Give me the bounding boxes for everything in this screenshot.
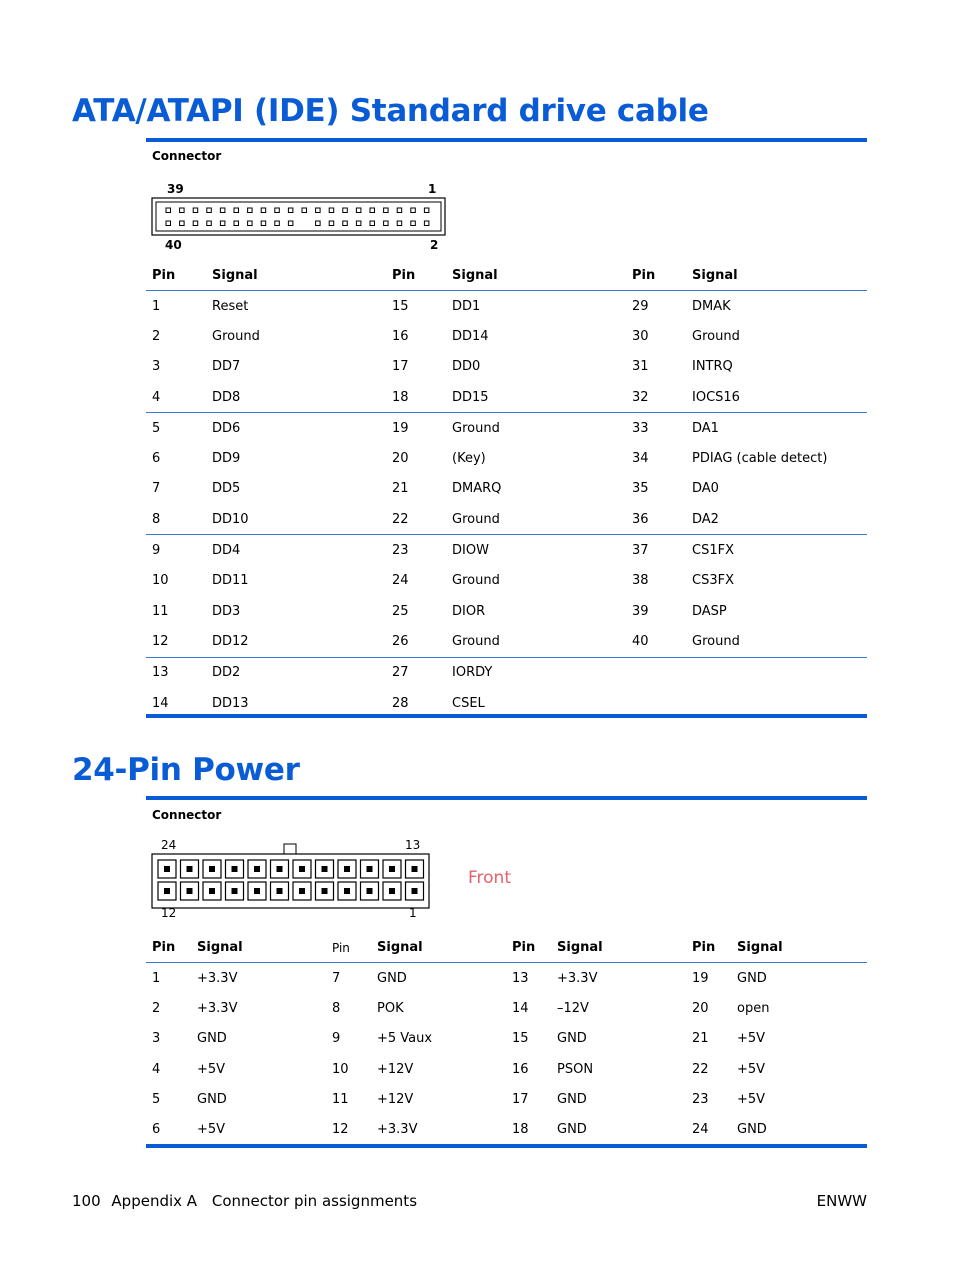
ide-pin bbox=[193, 221, 198, 226]
power-table-row bbox=[146, 1024, 867, 1054]
ide-pin bbox=[424, 208, 429, 213]
ide-pin-cell: 24 bbox=[392, 573, 409, 589]
power-pin bbox=[322, 888, 328, 894]
ide-pin-cell: 13 bbox=[146, 657, 206, 688]
ide-signal-cell: DD9 bbox=[212, 451, 241, 467]
ide-signal-cell: DD2 bbox=[206, 657, 386, 688]
ide-signal-cell: DD3 bbox=[212, 603, 241, 619]
power-pin bbox=[254, 888, 260, 894]
ide-pin-cell: 39 bbox=[632, 603, 649, 619]
ide-signal-cell: IORDY bbox=[446, 657, 626, 688]
ide-pin-cell: 20 bbox=[392, 451, 409, 467]
page-number: 100 bbox=[72, 1192, 101, 1210]
ide-pin bbox=[166, 221, 171, 226]
ide-pin-label-1: 1 bbox=[428, 182, 437, 196]
ide-signal-cell: DD15 bbox=[452, 389, 489, 405]
power-pin bbox=[277, 866, 283, 872]
ide-pin bbox=[275, 221, 280, 226]
power-signal-cell: GND bbox=[377, 970, 407, 986]
power-pin-cell: 24 bbox=[692, 1122, 709, 1138]
power-header-signal-3: Signal bbox=[557, 940, 603, 955]
power-pin bbox=[299, 866, 305, 872]
power-title-rule bbox=[146, 796, 867, 800]
ide-pin bbox=[316, 208, 321, 213]
front-label: Front bbox=[468, 868, 511, 888]
ide-signal-cell: CS1FX bbox=[686, 535, 867, 566]
power-table-row bbox=[146, 1084, 867, 1114]
ide-pin-cell: 16 bbox=[392, 328, 409, 344]
ide-pin-label-40: 40 bbox=[165, 238, 182, 252]
ide-pin-cell: 18 bbox=[392, 389, 409, 405]
ide-signal-cell: IOCS16 bbox=[692, 389, 740, 405]
power-table-row bbox=[146, 963, 867, 994]
ide-signal-cell: DD14 bbox=[452, 328, 489, 344]
ide-pin-cell: 36 bbox=[632, 511, 649, 527]
ide-pin-cell: 29 bbox=[632, 298, 649, 314]
power-pin-cell: 1 bbox=[152, 970, 161, 986]
ide-pin-cell: 5 bbox=[146, 413, 206, 444]
power-signal-cell: +3.3V bbox=[377, 1122, 418, 1138]
power-header-pin-2: Pin bbox=[332, 940, 350, 955]
power-header-pin-4: Pin bbox=[692, 940, 716, 955]
ide-pin-cell: 35 bbox=[632, 481, 649, 497]
ide-table-row bbox=[146, 535, 867, 566]
ide-header-pin-3: Pin bbox=[632, 268, 656, 283]
ide-pin-cell: 2 bbox=[152, 328, 161, 344]
ide-pin-cell: 30 bbox=[632, 328, 649, 344]
power-signal-cell: +5V bbox=[737, 1091, 766, 1107]
power-signal-cell: GND bbox=[557, 1031, 587, 1047]
ide-signal-cell: DIOW bbox=[446, 535, 626, 566]
ide-pin-cell: 14 bbox=[152, 695, 169, 711]
ide-table-row bbox=[146, 504, 867, 535]
power-pin-cell: 19 bbox=[692, 970, 709, 986]
power-header-pin-1: Pin bbox=[152, 940, 176, 955]
ide-pin-cell: 3 bbox=[152, 359, 161, 375]
ide-table-row bbox=[146, 413, 867, 444]
ide-pin-cell: 6 bbox=[152, 451, 161, 467]
power-pin-cell: 10 bbox=[332, 1061, 349, 1077]
power-header-signal-2: Signal bbox=[377, 940, 423, 955]
ide-pin bbox=[329, 221, 334, 226]
power-pin bbox=[232, 888, 238, 894]
ide-pin bbox=[343, 208, 348, 213]
power-pin-cell: 20 bbox=[692, 1000, 709, 1016]
ide-table-row bbox=[146, 443, 867, 473]
ide-table-row bbox=[146, 566, 867, 596]
ide-signal-cell: DD4 bbox=[206, 535, 386, 566]
ide-table-row bbox=[146, 596, 867, 626]
ide-title-rule bbox=[146, 138, 867, 142]
power-pin bbox=[164, 888, 170, 894]
ide-connector-label: Connector bbox=[152, 149, 222, 163]
power-table-body bbox=[146, 963, 867, 1145]
power-pin-cell: 3 bbox=[152, 1031, 161, 1047]
ide-signal-cell: DD13 bbox=[212, 695, 249, 711]
power-pin bbox=[232, 866, 238, 872]
power-header-signal-1: Signal bbox=[197, 940, 243, 955]
ide-signal-cell: DD6 bbox=[206, 413, 386, 444]
power-pin bbox=[344, 866, 350, 872]
power-pin-table bbox=[146, 933, 867, 1145]
power-signal-cell: GND bbox=[737, 970, 767, 986]
ide-pin bbox=[384, 208, 389, 213]
ide-pin bbox=[234, 208, 239, 213]
ide-header-signal-1: Signal bbox=[212, 268, 258, 283]
power-signal-cell: open bbox=[737, 1000, 770, 1016]
power-pin bbox=[412, 888, 418, 894]
ide-signal-cell: (Key) bbox=[452, 451, 486, 467]
power-pin-label-13: 13 bbox=[405, 838, 421, 852]
ide-table-header-row bbox=[146, 261, 867, 291]
power-signal-cell: GND bbox=[197, 1031, 227, 1047]
power-signal-cell: GND bbox=[197, 1091, 227, 1107]
ide-signal-cell: DIOR bbox=[452, 603, 486, 619]
footer-right: ENWW bbox=[816, 1192, 867, 1210]
ide-pin-cell: 17 bbox=[392, 359, 409, 375]
ide-pin-cell: 37 bbox=[626, 535, 686, 566]
ide-pin bbox=[261, 208, 266, 213]
ide-pin bbox=[356, 221, 361, 226]
power-signal-cell: +5V bbox=[737, 1031, 766, 1047]
ide-signal-cell: DD5 bbox=[212, 481, 241, 497]
power-connector-label: Connector bbox=[152, 808, 222, 822]
ide-pin bbox=[220, 221, 225, 226]
ide-pin bbox=[261, 221, 266, 226]
ide-signal-cell: Reset bbox=[212, 298, 249, 314]
power-header-pin-3: Pin bbox=[512, 940, 536, 955]
power-pin-cell: 15 bbox=[512, 1031, 529, 1047]
power-pin-cell: 11 bbox=[332, 1091, 349, 1107]
ide-signal-cell: CS3FX bbox=[692, 573, 734, 589]
footer-chapter-title: Connector pin assignments bbox=[211, 1192, 418, 1210]
ide-pin bbox=[356, 208, 361, 213]
power-pin-cell: 12 bbox=[332, 1122, 349, 1138]
power-pin-cell: 18 bbox=[512, 1122, 529, 1138]
ide-signal-cell: DD11 bbox=[212, 573, 249, 589]
power-pin bbox=[164, 866, 170, 872]
ide-signal-cell: DD1 bbox=[452, 298, 481, 314]
ide-pin bbox=[316, 221, 321, 226]
ide-pin bbox=[384, 221, 389, 226]
footer-left bbox=[72, 1192, 417, 1210]
power-pin bbox=[299, 888, 305, 894]
power-pin-cell: 23 bbox=[692, 1091, 709, 1107]
ide-signal-cell: Ground bbox=[452, 573, 500, 589]
ide-table-row bbox=[146, 352, 867, 382]
power-table-row bbox=[146, 1054, 867, 1084]
ide-signal-cell: PDIAG (cable detect) bbox=[692, 451, 828, 467]
ide-pin-cell: 26 bbox=[392, 633, 409, 649]
ide-pin-cell: 34 bbox=[632, 451, 649, 467]
ide-pin bbox=[180, 208, 185, 213]
power-table-bottom-rule bbox=[146, 1144, 867, 1148]
power-pin bbox=[389, 888, 395, 894]
ide-pin bbox=[411, 221, 416, 226]
power-signal-cell: +5V bbox=[197, 1061, 226, 1077]
ide-signal-cell: Ground bbox=[692, 633, 740, 649]
ide-pin bbox=[207, 208, 212, 213]
power-pin bbox=[254, 866, 260, 872]
ide-signal-cell: DA0 bbox=[692, 481, 719, 497]
ide-table-row bbox=[146, 626, 867, 657]
ide-pin bbox=[343, 221, 348, 226]
ide-signal-cell: DD10 bbox=[212, 511, 249, 527]
power-signal-cell: +3.3V bbox=[197, 1000, 238, 1016]
ide-pin bbox=[248, 208, 253, 213]
ide-pin-label-39: 39 bbox=[167, 182, 184, 196]
ide-pin-cell: 15 bbox=[392, 298, 409, 314]
ide-pin bbox=[397, 221, 402, 226]
ide-pin bbox=[220, 208, 225, 213]
power-pin bbox=[187, 866, 193, 872]
power-pin-grid bbox=[158, 860, 424, 900]
power-signal-cell: PSON bbox=[557, 1061, 594, 1077]
ide-signal-cell: Ground bbox=[452, 511, 500, 527]
power-section-title: 24-Pin Power bbox=[72, 752, 300, 788]
power-pin-cell: 21 bbox=[692, 1031, 709, 1047]
ide-pin-cell bbox=[626, 657, 686, 688]
ide-pin bbox=[424, 221, 429, 226]
ide-pin-cell: 7 bbox=[152, 481, 161, 497]
power-signal-cell: +5V bbox=[737, 1061, 766, 1077]
ide-pin-cell: 23 bbox=[386, 535, 446, 566]
power-pin-cell: 16 bbox=[512, 1061, 529, 1077]
ide-pin-cell: 21 bbox=[392, 481, 409, 497]
power-pin-cell: 14 bbox=[512, 1000, 529, 1016]
power-signal-cell: +5 Vaux bbox=[377, 1031, 433, 1047]
ide-pin bbox=[166, 208, 171, 213]
ide-table-row bbox=[146, 657, 867, 688]
power-connector-diagram bbox=[150, 836, 432, 910]
ide-pin-cell: 33 bbox=[626, 413, 686, 444]
ide-pin-cell: 9 bbox=[146, 535, 206, 566]
ide-pin bbox=[288, 221, 293, 226]
ide-pin bbox=[234, 221, 239, 226]
power-signal-cell: +12V bbox=[377, 1091, 414, 1107]
ide-pin-cell: 10 bbox=[152, 573, 169, 589]
ide-signal-cell: DASP bbox=[692, 603, 727, 619]
power-pin-cell: 22 bbox=[692, 1061, 709, 1077]
ide-pin bbox=[180, 221, 185, 226]
ide-signal-cell: DD0 bbox=[452, 359, 481, 375]
power-pin-cell: 6 bbox=[152, 1122, 161, 1138]
power-signal-cell: +12V bbox=[377, 1061, 414, 1077]
ide-table-row bbox=[146, 474, 867, 504]
ide-table-body bbox=[146, 291, 867, 719]
power-header-signal-4: Signal bbox=[737, 940, 783, 955]
power-pin bbox=[209, 866, 215, 872]
power-pin-cell: 4 bbox=[152, 1061, 161, 1077]
ide-signal-cell: Ground bbox=[446, 413, 626, 444]
power-pin-cell: 17 bbox=[512, 1091, 529, 1107]
ide-pin-table bbox=[146, 261, 867, 718]
power-pin bbox=[344, 888, 350, 894]
ide-pin-cell: 32 bbox=[632, 389, 649, 405]
ide-pin-cell: 11 bbox=[152, 603, 169, 619]
ide-pin-cell: 8 bbox=[152, 511, 161, 527]
power-pin bbox=[322, 866, 328, 872]
power-pin-cell: 9 bbox=[332, 1031, 341, 1047]
ide-signal-cell: DMARQ bbox=[452, 481, 502, 497]
ide-pin bbox=[397, 208, 402, 213]
power-pin bbox=[209, 888, 215, 894]
footer-chapter: Appendix A bbox=[111, 1192, 198, 1210]
power-pin bbox=[412, 866, 418, 872]
ide-table-row bbox=[146, 382, 867, 413]
ide-pin bbox=[193, 208, 198, 213]
ide-pin-cell: 1 bbox=[152, 298, 161, 314]
ide-signal-cell: DMAK bbox=[692, 298, 731, 314]
ide-signal-cell: DD12 bbox=[212, 633, 249, 649]
power-pin-cell: 8 bbox=[332, 1000, 341, 1016]
power-pin bbox=[187, 888, 193, 894]
ide-pin-cell: 4 bbox=[152, 389, 161, 405]
ide-signal-cell: Ground bbox=[692, 328, 740, 344]
ide-signal-cell: DD7 bbox=[212, 359, 241, 375]
power-signal-cell: GND bbox=[557, 1091, 587, 1107]
ide-pin-label-2: 2 bbox=[430, 238, 439, 252]
power-pin bbox=[389, 866, 395, 872]
ide-pin-cell: 12 bbox=[152, 633, 169, 649]
power-signal-cell: –12V bbox=[557, 1000, 589, 1016]
ide-header-signal-3: Signal bbox=[692, 268, 738, 283]
power-signal-cell: POK bbox=[377, 1000, 404, 1016]
ide-pin bbox=[248, 221, 253, 226]
ide-header-pin-1: Pin bbox=[152, 268, 176, 283]
ide-table-row bbox=[146, 321, 867, 351]
ide-pin-cell: 25 bbox=[392, 603, 409, 619]
power-pin-cell: 7 bbox=[332, 970, 341, 986]
ide-signal-cell: CSEL bbox=[452, 695, 485, 711]
ide-pin-cell: 31 bbox=[632, 359, 649, 375]
ide-pin-cell: 19 bbox=[386, 413, 446, 444]
ide-signal-cell: DD8 bbox=[212, 389, 241, 405]
power-signal-cell: +3.3V bbox=[197, 970, 238, 986]
power-pin-cell: 13 bbox=[512, 970, 529, 986]
ide-pin-cell: 28 bbox=[392, 695, 409, 711]
ide-pin bbox=[302, 208, 307, 213]
ide-pin bbox=[288, 208, 293, 213]
ide-signal-cell bbox=[686, 657, 867, 688]
ide-section-title: ATA/ATAPI (IDE) Standard drive cable bbox=[72, 93, 709, 129]
power-pin bbox=[367, 888, 373, 894]
ide-pin bbox=[275, 208, 280, 213]
power-pin-label-1: 1 bbox=[409, 906, 417, 920]
power-pin-cell: 5 bbox=[152, 1091, 161, 1107]
power-pin bbox=[277, 888, 283, 894]
ide-pin bbox=[329, 208, 334, 213]
power-signal-cell: GND bbox=[737, 1122, 767, 1138]
ide-pin bbox=[370, 221, 375, 226]
ide-pin-cell: 38 bbox=[632, 573, 649, 589]
ide-pin bbox=[207, 221, 212, 226]
ide-pin bbox=[411, 208, 416, 213]
ide-signal-cell: DA2 bbox=[692, 511, 719, 527]
ide-pin-cell: 40 bbox=[632, 633, 649, 649]
ide-signal-cell: INTRQ bbox=[692, 359, 733, 375]
power-table-row bbox=[146, 1114, 867, 1144]
ide-signal-cell: Ground bbox=[212, 328, 260, 344]
ide-header-pin-2: Pin bbox=[392, 268, 416, 283]
ide-table-bottom-rule bbox=[146, 714, 867, 718]
ide-pin-grid bbox=[166, 208, 429, 226]
power-pin bbox=[367, 866, 373, 872]
ide-pin bbox=[370, 208, 375, 213]
power-signal-cell: GND bbox=[557, 1122, 587, 1138]
ide-connector-diagram bbox=[150, 180, 450, 240]
power-pin-label-24: 24 bbox=[161, 838, 177, 852]
ide-header-signal-2: Signal bbox=[452, 268, 498, 283]
power-table-row bbox=[146, 993, 867, 1023]
power-signal-cell: +3.3V bbox=[557, 970, 598, 986]
ide-signal-cell: Ground bbox=[452, 633, 500, 649]
power-pin-cell: 2 bbox=[152, 1000, 161, 1016]
power-table-header-row bbox=[146, 933, 867, 963]
ide-pin-cell: 22 bbox=[392, 511, 409, 527]
ide-pin-cell: 27 bbox=[386, 657, 446, 688]
power-signal-cell: +5V bbox=[197, 1122, 226, 1138]
ide-signal-cell: DA1 bbox=[686, 413, 867, 444]
ide-table-row bbox=[146, 291, 867, 322]
power-pin-label-12: 12 bbox=[161, 906, 177, 920]
